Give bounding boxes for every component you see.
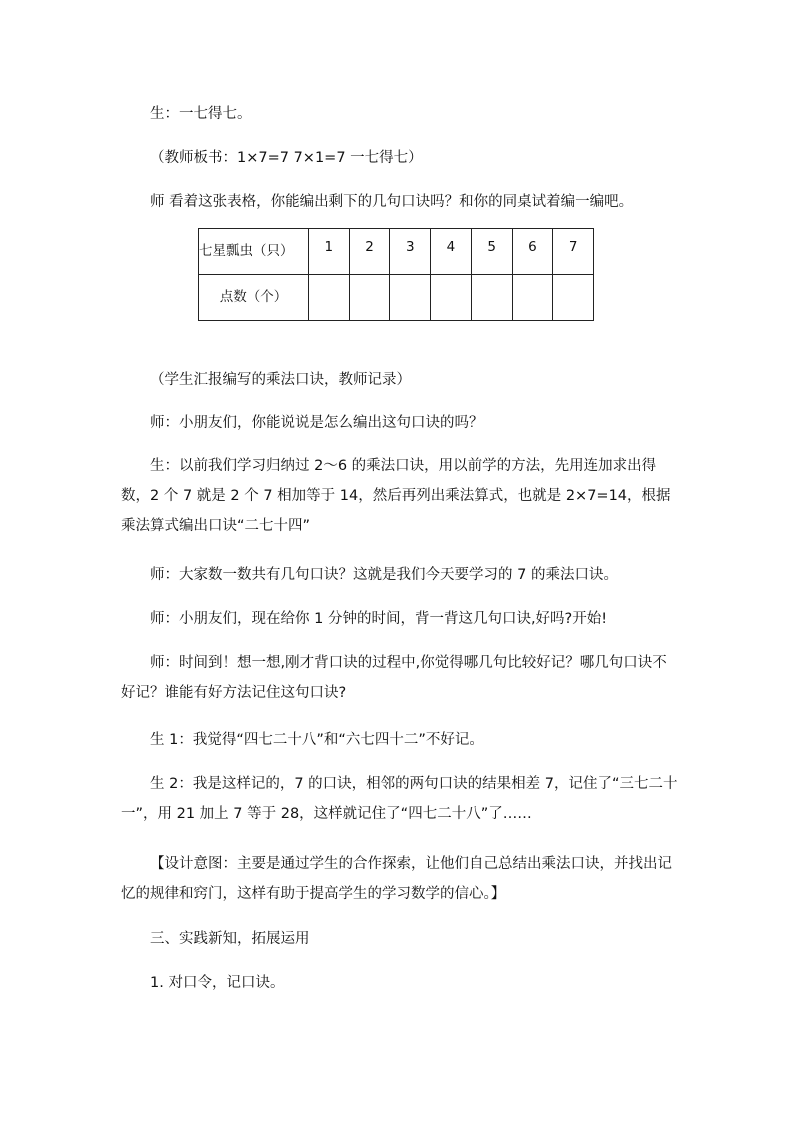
table-cell: 7 bbox=[553, 229, 594, 275]
table-cell bbox=[390, 275, 431, 321]
table-cell: 2 bbox=[349, 229, 390, 275]
paragraph: 师：时间到！想一想,刚才背口诀的过程中,你觉得哪几句比较好记？哪几句口诀不好记？谁能有好方法记住这句口诀? bbox=[121, 655, 667, 701]
table-cell bbox=[309, 275, 350, 321]
table-cell bbox=[512, 275, 553, 321]
table-cell: 1 bbox=[309, 229, 350, 275]
text-line: 师：小朋友们，现在给你 1 分钟的时间，背一背这几句口诀,好吗?开始! bbox=[150, 611, 608, 627]
text-line: 师：大家数一数共有几句口诀？这就是我们今天要学习的 7 的乘法口诀。 bbox=[150, 567, 618, 583]
table-row bbox=[199, 229, 594, 275]
ladybug-table bbox=[198, 228, 594, 321]
design-intent-paragraph: 【设计意图：主要是通过学生的合作探索，让他们自己总结出乘法口诀，并找出记忆的规律和窍门，这样有助于提高学生的学习数学的信心。】 bbox=[121, 856, 672, 902]
paragraph: 生 2：我是这样记的，7 的口诀，相邻的两句口诀的结果相差 7，记住了“三七二十一”，用 21 加上 7 等于 28，这样就记住了“四七二十八”了…… bbox=[121, 776, 678, 822]
subsection-heading: 1. 对口令，记口诀。 bbox=[150, 975, 285, 991]
table-header-cell: 七星瓢虫（只） bbox=[199, 229, 309, 275]
teacher-note: （教师板书：1×7=7 7×1=7 一七得七） bbox=[150, 150, 423, 166]
table-cell bbox=[553, 275, 594, 321]
table-cell: 5 bbox=[471, 229, 512, 275]
text-line: 生：一七得七。 bbox=[150, 106, 252, 122]
teacher-note: （学生汇报编写的乘法口诀，教师记录） bbox=[150, 372, 411, 388]
table-cell: 4 bbox=[431, 229, 472, 275]
text-line: 师：小朋友们，你能说说是怎么编出这句口诀的吗？ bbox=[150, 415, 484, 431]
table-cell bbox=[471, 275, 512, 321]
text-line: 生 1：我觉得“四七二十八”和“六七四十二”不好记。 bbox=[150, 732, 484, 748]
text-line: 师 看着这张表格，你能编出剩下的几句口诀吗？和你的同桌试着编一编吧。 bbox=[150, 194, 634, 210]
table-row bbox=[199, 275, 594, 321]
section-heading: 三、实践新知，拓展运用 bbox=[150, 931, 310, 947]
table-header-cell: 点数（个） bbox=[199, 275, 309, 321]
paragraph: 生：以前我们学习归纳过 2～6 的乘法口诀，用以前学的方法，先用连加求出得数，2 个 7 就是 2 个 7 相加等于 14，然后再列出乘法算式，也就是 2×7=14，根据乘法算式编出口诀“二七十四” bbox=[121, 458, 671, 534]
table-cell bbox=[431, 275, 472, 321]
table-cell: 3 bbox=[390, 229, 431, 275]
table-cell bbox=[349, 275, 390, 321]
table-cell: 6 bbox=[512, 229, 553, 275]
